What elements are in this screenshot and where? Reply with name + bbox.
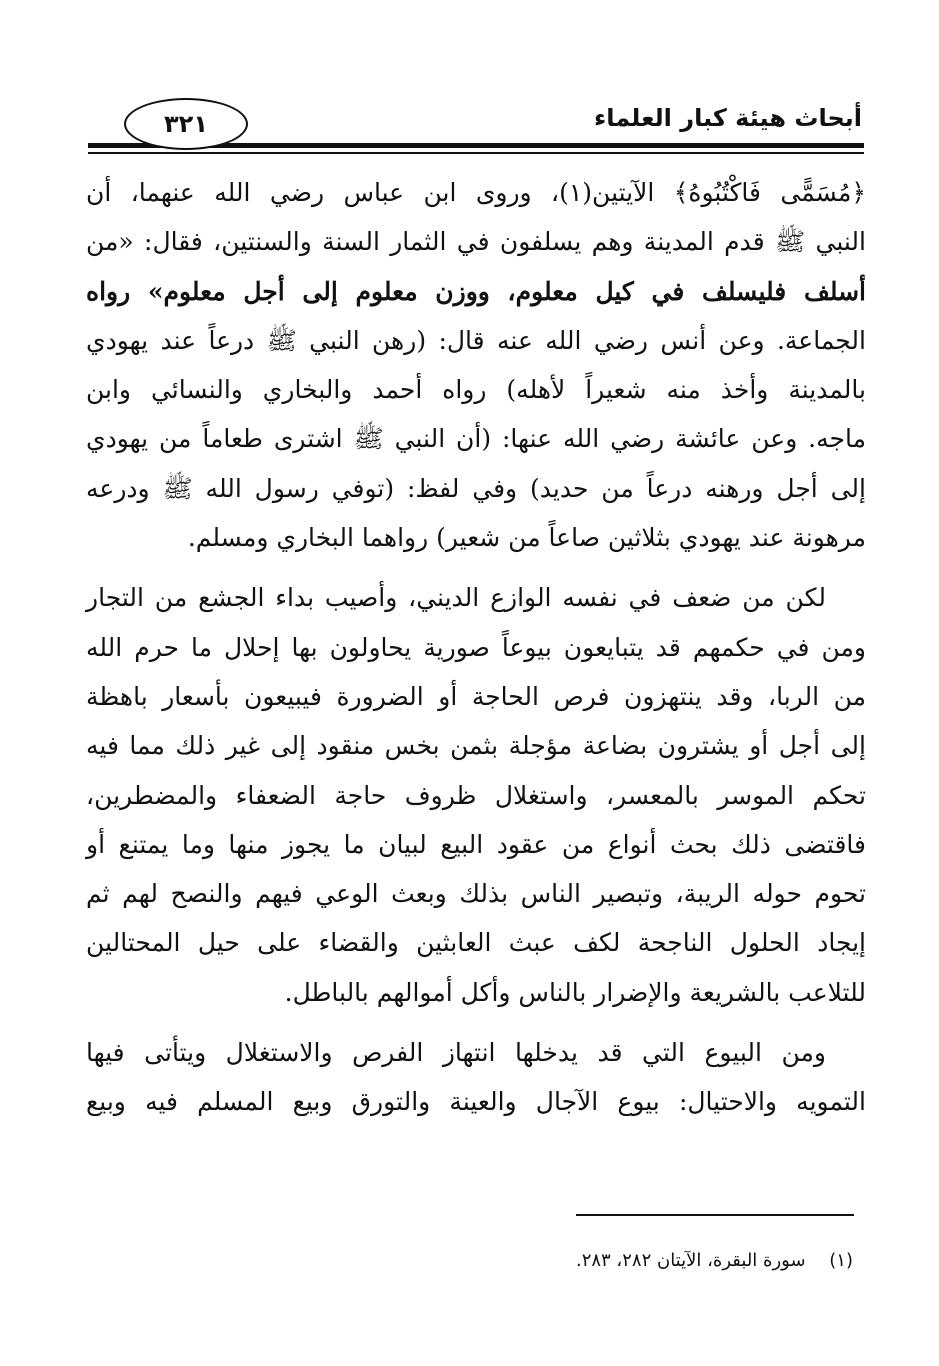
text-line: النبي ﷺ قدم المدينة وهم يسلفون في الثمار السنة والسنتين، فقال: «من [86,227,866,257]
paragraph-1 [86,168,866,562]
paragraph-3 [86,1028,866,1127]
footnote [576,1250,853,1271]
footnote-number: (١) [829,1250,853,1271]
text-line: لكن من ضعف في نفسه الوازع الديني، وأصيب بداء الجشع من التجار [86,583,826,613]
text-line: تحكم الموسر بالمعسر، واستغلال ظروف حاجة الضعفاء والمضطرين، [86,780,866,810]
text-line: تحوم حوله الريبة، وتبصير الناس بذلك وبعث الوعي فيهم والنصح لهم ثم [86,879,866,909]
text-line: ماجه. وعن عائشة رضي الله عنها: (أن النبي ﷺ اشترى طعاماً من يهودي [86,424,866,454]
text-line: ﴿مُسَمًّى فَاكْتُبُوهُ﴾ الآيتين(١)، وروى ابن عباس رضي الله عنهما، أن [86,178,867,207]
body-text [86,168,866,1127]
footnote-separator [576,1214,854,1216]
text-line: إيجاد الحلول الناجحة لكف عبث العابثين والقضاء على حيل المحتالين [86,928,866,958]
footnote-text: سورة البقرة، الآيتان ٢٨٢، ٢٨٣. [575,1250,806,1271]
running-title: أبحاث هيئة كبار العلماء [593,104,862,132]
text-line: ومن البيوع التي قد يدخلها انتهاز الفرص والاستغلال ويتأتى فيها [86,1038,826,1068]
text-line: التمويه والاحتيال: بيوع الآجال والعينة والتورق وبيع المسلم فيه وبيع [86,1087,866,1117]
page-header [88,90,864,160]
paragraph-2 [86,573,866,1017]
page-number-oval [124,98,248,150]
text-line: من الربا، وقد ينتهزون فرص الحاجة أو الضرورة فيبيعون بأسعار باهظة [86,681,866,711]
text-line: بالمدينة وأخذ منه شعيراً لأهله) رواه أحمد والبخاري والنسائي وابن [86,375,866,405]
text-line: فاقتضى ذلك بحث أنواع من عقود البيع لبيان ما يجوز منها وما يمتنع أو [86,829,866,859]
page-number: ٣٢١ [164,110,208,138]
text-line: الجماعة. وعن أنس رضي الله عنه قال: (رهن النبي ﷺ درعاً عند يهودي [86,325,866,355]
text-line: أسلف فليسلف في كيل معلوم، ووزن معلوم إلى أجل معلوم» رواه [86,276,866,306]
text-line: إلى أجل أو يشترون بضاعة مؤجلة بثمن بخس منقود إلى غير ذلك مما فيه [86,731,866,761]
text-line: إلى أجل ورهنه درعاً من حديد) وفي لفظ: (توفي رسول الله ﷺ ودرعه [86,473,866,503]
text-line: للتلاعب بالشريعة والإضرار بالناس وأكل أموالهم بالباطل. [284,977,866,1007]
text-line: مرهونة عند يهودي بثلاثين صاعاً من شعير) رواهما البخاري ومسلم. [187,523,866,553]
header-rule-thin [88,152,864,154]
text-line: ومن في حكمهم قد يتبايعون بيوعاً صورية يحاولون بها إحلال ما حرم الله [86,632,866,662]
